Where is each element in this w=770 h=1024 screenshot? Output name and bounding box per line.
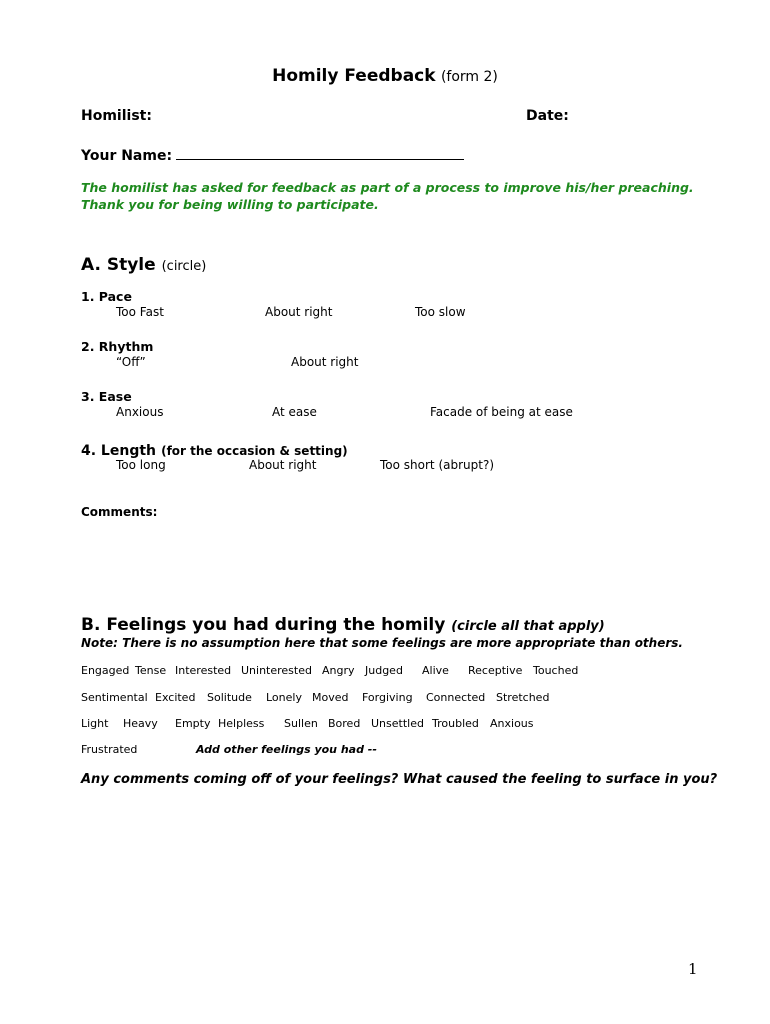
feeling-option[interactable]: Lonely <box>266 691 302 704</box>
feeling-option[interactable]: Moved <box>312 691 349 704</box>
feeling-option[interactable]: Frustrated <box>81 743 138 756</box>
ease-option[interactable]: Anxious <box>116 405 164 419</box>
feeling-option[interactable]: Anxious <box>490 717 534 730</box>
length-note: (for the occasion & setting) <box>161 444 348 458</box>
pace-label: 1. Pace <box>81 289 132 304</box>
feeling-option[interactable]: Solitude <box>207 691 252 704</box>
date-label: Date: <box>526 108 569 124</box>
feeling-option[interactable]: Interested <box>175 664 232 677</box>
feeling-option[interactable]: Engaged <box>81 664 130 677</box>
feeling-option[interactable]: Sullen <box>284 717 318 730</box>
length-option[interactable]: Too long <box>116 458 166 472</box>
section-a-heading <box>81 255 206 275</box>
feeling-option[interactable]: Judged <box>365 664 403 677</box>
feeling-option[interactable]: Angry <box>322 664 355 677</box>
ease-label: 3. Ease <box>81 389 132 404</box>
intro-line-2: Thank you for being willing to participate. <box>81 197 379 212</box>
feeling-option[interactable]: Sentimental <box>81 691 148 704</box>
feeling-option[interactable]: Empty <box>175 717 211 730</box>
feeling-option[interactable]: Stretched <box>496 691 550 704</box>
your-name-label: Your Name: <box>81 148 173 164</box>
pace-option[interactable]: Too Fast <box>116 305 164 319</box>
page-title <box>0 66 770 86</box>
section-b-note: Note: There is no assumption here that some feelings are more appropriate than others. <box>81 636 683 650</box>
homilist-label: Homilist: <box>81 108 152 124</box>
length-option[interactable]: Too short (abrupt?) <box>380 458 495 472</box>
feeling-option[interactable]: Forgiving <box>362 691 413 704</box>
feeling-option[interactable]: Excited <box>155 691 196 704</box>
feeling-option[interactable]: Receptive <box>468 664 523 677</box>
feeling-option[interactable]: Connected <box>426 691 486 704</box>
section-a-subtitle: (circle) <box>161 259 207 274</box>
feelings-question: Any comments coming off of your feelings? What caused the feeling to surface in you? <box>81 772 718 787</box>
feeling-option[interactable]: Light <box>81 717 109 730</box>
title-suffix: (form 2) <box>440 69 498 85</box>
comments-label: Comments: <box>81 505 158 519</box>
name-blank-line <box>176 145 464 160</box>
ease-option[interactable]: At ease <box>272 405 317 419</box>
section-b-title: B. Feelings you had during the homily <box>81 615 446 635</box>
section-b-subtitle: (circle all that apply) <box>451 619 605 634</box>
rhythm-option[interactable]: About right <box>291 355 359 369</box>
length-heading <box>81 440 348 459</box>
intro-line-1: The homilist has asked for feedback as part of a process to improve his/her preaching. <box>81 180 694 195</box>
pace-option[interactable]: Too slow <box>415 305 466 319</box>
ease-option[interactable]: Facade of being at ease <box>430 405 573 419</box>
feeling-option[interactable]: Helpless <box>218 717 265 730</box>
feeling-option[interactable]: Bored <box>328 717 361 730</box>
length-option[interactable]: About right <box>249 458 317 472</box>
feeling-option[interactable]: Heavy <box>123 717 158 730</box>
rhythm-option[interactable]: “Off” <box>116 355 146 369</box>
feeling-option[interactable]: Unsettled <box>371 717 424 730</box>
add-other-feelings-label: Add other feelings you had -- <box>196 743 377 756</box>
pace-option[interactable]: About right <box>265 305 333 319</box>
title-main: Homily Feedback <box>272 66 436 86</box>
section-b-heading <box>81 615 605 635</box>
feeling-option[interactable]: Tense <box>135 664 167 677</box>
page-number: 1 <box>688 960 698 978</box>
feeling-option[interactable]: Touched <box>533 664 579 677</box>
length-label: 4. Length <box>81 443 156 459</box>
your-name-field <box>81 145 464 164</box>
section-a-title: A. Style <box>81 255 156 275</box>
feeling-option[interactable]: Uninterested <box>241 664 312 677</box>
feeling-option[interactable]: Troubled <box>432 717 479 730</box>
feeling-option[interactable]: Alive <box>422 664 449 677</box>
rhythm-label: 2. Rhythm <box>81 339 154 354</box>
